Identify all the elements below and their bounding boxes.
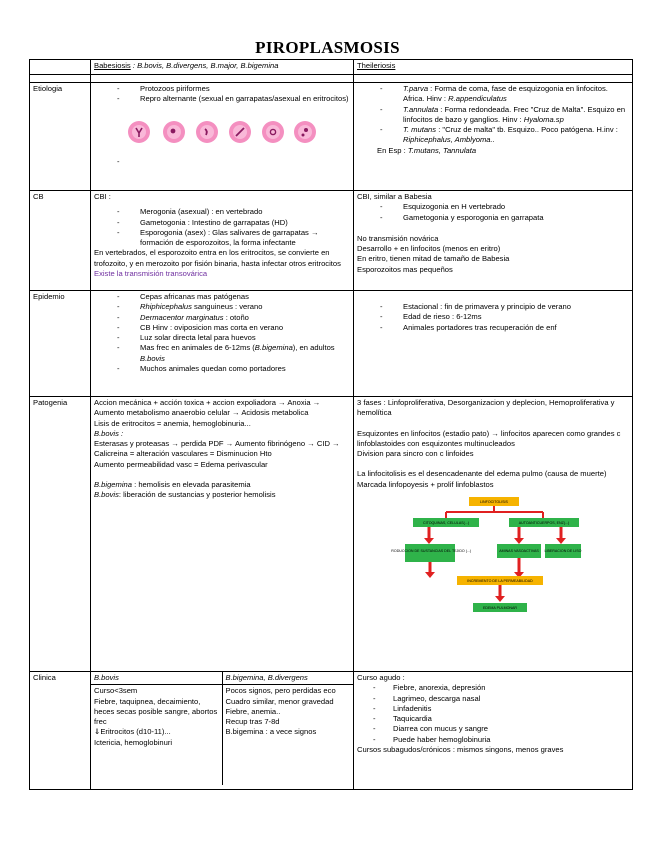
clinica-theileria-intro: Curso agudo : xyxy=(357,673,405,682)
cb-babesia xyxy=(91,191,354,291)
cb-intro: CBI : xyxy=(94,192,111,201)
text-line: Ictericia, hemoglobinuri xyxy=(94,737,173,747)
list-item: - T.parva : Forma de coma, fase de esquizogonia en linfocitos. Africa. Hinv : R.appendiculatus xyxy=(357,84,629,105)
diagram-left-box xyxy=(413,518,479,527)
text-line: 3 fases : Linfoproliferativa, Desorganizacion y deplecion, Hemoproliferativa y hemolítica xyxy=(357,398,615,418)
text-line: Esterasas y proteasas → perdida PDF → Aumento fibrinógeno → CID → Calicreina = alteración vasculares = Disminucion Hto xyxy=(94,439,340,459)
text-line: ⇓Eritrocitos (d10-11)... xyxy=(94,727,171,737)
diagram-connector xyxy=(446,506,543,518)
text-line: Fiebre, anemia.. xyxy=(225,706,281,716)
text-line: B.bigemina : a vece signos xyxy=(225,727,317,737)
diagram-top-box xyxy=(469,497,519,506)
list-item: - Cepas africanas mas patógenas xyxy=(94,292,350,302)
header-babesiosis: Babesiosis : B.bovis, B.divergens, B.major, B.bigemina xyxy=(91,60,354,75)
epidemio-theileria-list xyxy=(357,302,629,333)
etiologia-theileria xyxy=(354,83,633,191)
clinica-col1-head: B.bovis xyxy=(94,673,119,682)
clinica-theileria xyxy=(354,672,633,790)
clinica-col2-head: B.bigemina, B.divergens xyxy=(225,673,308,682)
text-line: Recup tras 7-8d xyxy=(225,717,280,727)
header-theileriosis: Theileriosis xyxy=(354,60,633,75)
erythrocyte-6 xyxy=(294,121,316,143)
epidemio-theileria xyxy=(354,291,633,397)
erythrocyte-1 xyxy=(128,121,150,143)
row-patogenia xyxy=(30,397,633,672)
row-clinica xyxy=(30,672,633,790)
list-item: - Esquizogonia en H vertebrado xyxy=(357,202,629,212)
row-cb xyxy=(30,191,633,291)
list-item: - Diarrea con mucus y sangre xyxy=(357,724,629,734)
text-line: Desarrollo + en linfocitos (menos en eritro) xyxy=(357,244,501,254)
row-label: Patogenia xyxy=(30,397,91,672)
list-item: - Fiebre, anorexia, depresión xyxy=(357,683,629,693)
erythrocyte-figures xyxy=(127,117,317,147)
list-item: - T. mutans : "Cruz de malta" tb. Esquizo.. Poco patógena. H.inv : Riphicephalus, Amblyoma.. xyxy=(357,125,629,146)
header-empty xyxy=(30,60,91,75)
list-item: - Linfadenitis xyxy=(357,704,629,714)
diagram-bottom-box xyxy=(473,603,527,612)
text-line: Aumento permeabilidad vasc = Edema perivascular xyxy=(94,459,268,469)
list-item: - T.annulata : Forma redondeada. Frec "Cruz de Malta". Esquizo en linfocitos de bazo y ganglios. Hinv : Hyaloma.sp xyxy=(357,105,629,126)
erythrocyte-3 xyxy=(196,121,218,143)
list-item: - Merogonia (asexual) : en vertebrado xyxy=(94,207,350,217)
text-line: B.bovis : xyxy=(94,428,124,438)
row-label: Epidemio xyxy=(30,291,91,397)
patogenia-theileria xyxy=(354,397,633,672)
clinica-theileria-tail: Cursos subagudos/crónicos : mismos singons, menos graves xyxy=(357,745,564,755)
etiologia-theileria-list xyxy=(357,84,629,146)
text-line: No transmisión novárica xyxy=(357,233,439,243)
page-title: PIROPLASMOSIS xyxy=(255,38,400,57)
text-line: B.bovis: liberación de sustancias y posterior hemolisis xyxy=(94,490,276,500)
diagram-mid1-box xyxy=(391,544,471,562)
row-label: Etiologia xyxy=(30,83,91,191)
text-line: Esporozoitos mas pequeños xyxy=(357,264,453,274)
diagram-right-box xyxy=(509,518,579,527)
list-item: - Taquicardia xyxy=(357,714,629,724)
list-item: - Gametogonia : Intestino de garrapatas (HD) xyxy=(94,218,350,228)
list-item: - Protozoos piriformes xyxy=(94,84,350,94)
text-line: Pocos signos, pero perdidas eco xyxy=(225,686,336,696)
svg-text:LIBERACION DE LISO: LIBERACION DE LISO xyxy=(544,549,582,554)
diagram-perm-box xyxy=(457,576,543,585)
text-line: Division para sincro con c linfoides xyxy=(357,449,474,459)
linfocitolisis-diagram xyxy=(391,496,629,617)
svg-text:PRODUCCION DE SUSTANCIAS DEL T: PRODUCCION DE SUSTANCIAS DEL TEJIDO (...) xyxy=(391,549,472,554)
clinica-inner-body xyxy=(91,685,353,785)
list-item: - Mas frec en animales de 6-12ms (B.bigemina), en adultos B.bovis xyxy=(94,343,350,364)
list-item: - Animales portadores tras recuperación de enf xyxy=(357,323,629,333)
cb-transovarica: Existe la transmisión transovárica xyxy=(94,269,208,279)
list-item: - Rhiphicephalus sanguineus : verano xyxy=(94,302,350,312)
babesia-cells-image xyxy=(94,105,350,157)
text-line: La linfocitolisis es el desencadenante del edema pulmo (causa de muerte) xyxy=(357,469,607,479)
diagram-mid2-box xyxy=(497,544,541,558)
svg-text:AMINAS VASOACTIVAS: AMINAS VASOACTIVAS xyxy=(499,549,539,554)
piroplasmosis-table xyxy=(29,59,633,790)
diagram-mid3-box xyxy=(545,544,582,558)
clinica-babesia xyxy=(91,672,354,790)
list-item: - Repro alternante (sexual en garrapatas/asexual en eritrocitos) xyxy=(94,94,350,104)
erythrocyte-5 xyxy=(262,121,284,143)
list-item: - Puede haber hemoglobinuria xyxy=(357,735,629,745)
cb-theileria-intro: CBI, similar a Babesia xyxy=(357,192,432,201)
text-line: Curso<3sem xyxy=(94,686,138,696)
row-label: Clinica xyxy=(30,672,91,790)
list-item: - Esporogonia (asex) : Glas salivares de garrapatas → formación de esporozoitos, la forma infectante xyxy=(94,228,350,249)
row-etiologia xyxy=(30,83,633,191)
svg-text:LINFOCITOLISIS: LINFOCITOLISIS xyxy=(480,500,508,505)
cb-theileria xyxy=(354,191,633,291)
cb-theileria-list xyxy=(357,202,629,223)
erythrocyte-4 xyxy=(229,121,251,143)
list-item: - CB Hinv : oviposicion mas corta en verano xyxy=(94,323,350,333)
list-item: - Dermacentor marginatus : otoño xyxy=(94,313,350,323)
spacer-row xyxy=(30,75,633,83)
list-item: - Estacional : fin de primavera y principio de verano xyxy=(357,302,629,312)
text-line: Esquizontes en linfocitos (estadio pato) → linfocitos aparecen como grandes c linfoblastoides con esquizontes multinucleados xyxy=(357,428,621,448)
list-item: - Lagrimeo, descarga nasal xyxy=(357,694,629,704)
text-line: Lisis de eritrocitos = anemia, hemoglobinuria... xyxy=(94,418,251,428)
epidemio-babesia xyxy=(91,291,354,397)
text-line: Fiebre, taquipnea, decaimiento, heces secas posible sangre, abortos frec xyxy=(94,696,218,727)
text-line: Accion mecánica + acción toxica + accion expoliadora → Anoxia → Aumento metabolismo anaerobio celular → Acidosis metabolica xyxy=(94,398,321,418)
cb-paragraph: En vertebrados, el esporozoito entra en los eritrocitos, se convierte en trofozoito, y en merozoito por fisión binaria, hasta infectar otros eritrocitos xyxy=(94,248,341,268)
svg-text:INCREMENTO DE LA PERMEABILIDAD: INCREMENTO DE LA PERMEABILIDAD xyxy=(467,579,533,584)
text-line: Cuadro similar, menor gravedad xyxy=(225,696,334,706)
etiologia-esp: En Esp : T.mutans, Tannulata xyxy=(377,145,477,155)
epidemio-babesia-list xyxy=(94,292,350,374)
patogenia-babesia xyxy=(91,397,354,672)
clinica-inner-head xyxy=(91,672,353,685)
text-line: B.bigemina : hemolisis en elevada parasitemia xyxy=(94,480,251,490)
list-item: - Edad de rieso : 6-12ms xyxy=(357,312,629,322)
erythrocyte-2 xyxy=(163,121,185,143)
header-row xyxy=(30,60,633,75)
svg-text:AUTOANTICUERPOS, ENZ(...): AUTOANTICUERPOS, ENZ(...) xyxy=(518,521,570,526)
text-line: En eritro, tienen mitad de tamaño de Babesia xyxy=(357,254,510,264)
etiologia-babesia-list xyxy=(94,84,350,105)
clinica-inner-table xyxy=(91,672,353,785)
row-label: CB xyxy=(30,191,91,291)
text-line: Marcada linfopoyesis + prolif linfoblastos xyxy=(357,479,494,489)
list-item: - Luz solar directa letal para huevos xyxy=(94,333,350,343)
etiologia-babesia xyxy=(91,83,354,191)
row-epidemio xyxy=(30,291,633,397)
list-item: - Gametogonia y esporogonia en garrapata xyxy=(357,213,629,223)
svg-text:EDEMA PULMONAR: EDEMA PULMONAR xyxy=(483,606,517,611)
clinica-theileria-list xyxy=(357,683,629,745)
list-item: - Muchos animales quedan como portadores xyxy=(94,364,350,374)
svg-text:CITOQUINAS, CELULAS(...): CITOQUINAS, CELULAS(...) xyxy=(422,521,470,526)
cb-babesia-list xyxy=(94,207,350,248)
